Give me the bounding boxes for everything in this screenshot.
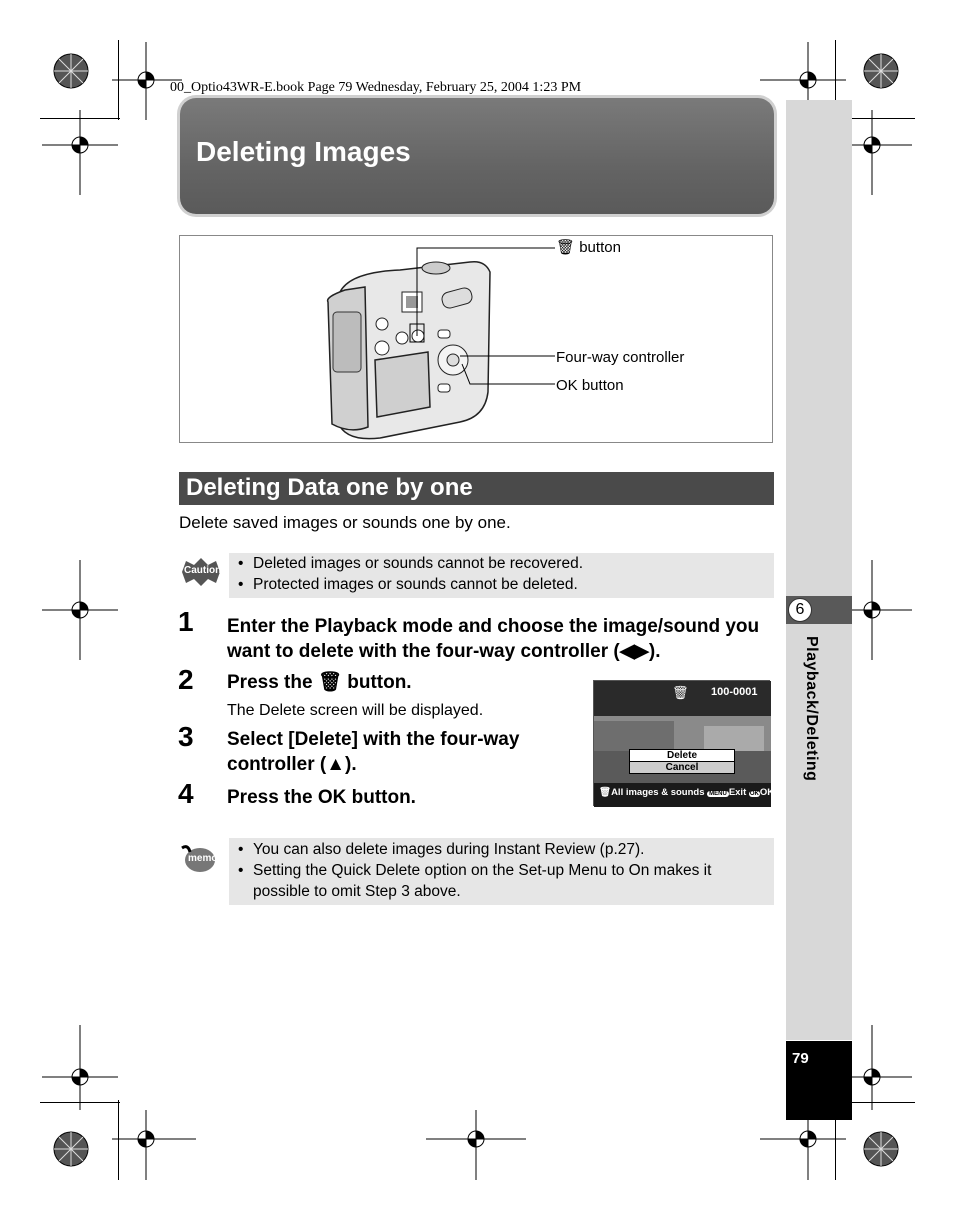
trash-icon: 🗑 [317, 672, 342, 693]
delete-screen-preview [593, 680, 775, 806]
protect-trash-icon: 🗑 [672, 685, 689, 700]
chapter-number: 6 [788, 598, 812, 622]
caution-item: • Deleted images or sounds cannot be recovered. [238, 555, 584, 572]
memo-icon: memo [180, 842, 216, 874]
lcd-footer: 🗑All images & sounds MENU Exit OKOK [599, 787, 775, 798]
trash-icon: 🗑 [599, 787, 612, 798]
trash-icon: 🗑 [556, 239, 576, 256]
four-way-callout: Four-way controller [556, 349, 685, 366]
camera-illustration [320, 252, 560, 442]
step-number: 1 [178, 606, 194, 637]
caution-item: • Protected images or sounds cannot be deleted. [238, 576, 578, 593]
caution-icon: Caution [180, 557, 222, 587]
lcd-menu [629, 749, 735, 774]
memo-item: • You can also delete images during Instant Review (p.27). [238, 841, 645, 858]
step-text: Select [Delete] with the four-way controller (▲). [227, 729, 520, 775]
step-subtext: The Delete screen will be displayed. [227, 702, 484, 719]
ok-button-callout: OK button [556, 377, 624, 394]
section-title: Deleting Data one by one [186, 474, 473, 501]
chapter-sidebar [786, 100, 852, 1040]
lcd-menu-delete: Delete [630, 750, 734, 762]
step-text: Press the OK button. [227, 787, 416, 808]
memo-item: • Setting the Quick Delete option on the Set-up Menu to On makes it possible to omit Step 3 above. [238, 862, 712, 900]
step-number: 2 [178, 664, 194, 695]
page-title: Deleting Images [196, 136, 411, 167]
step-text: Press the 🗑 button. [227, 672, 412, 693]
step-number: 3 [178, 721, 194, 752]
file-number: 100-0001 [711, 686, 758, 698]
step-text: Enter the Playback mode and choose the image/sound you want to delete with the four-way controller (◀▶). [227, 616, 760, 662]
page-number: 79 [792, 1050, 809, 1067]
book-header-line: 00_Optio43WR-E.book Page 79 Wednesday, February 25, 2004 1:23 PM [170, 80, 582, 95]
section-intro: Delete saved images or sounds one by one. [179, 513, 511, 532]
step-number: 4 [178, 778, 194, 809]
trash-button-callout: 🗑 button [556, 239, 621, 256]
chapter-label: Playback/Deleting [803, 636, 820, 782]
lcd-menu-cancel: Cancel [630, 762, 734, 773]
